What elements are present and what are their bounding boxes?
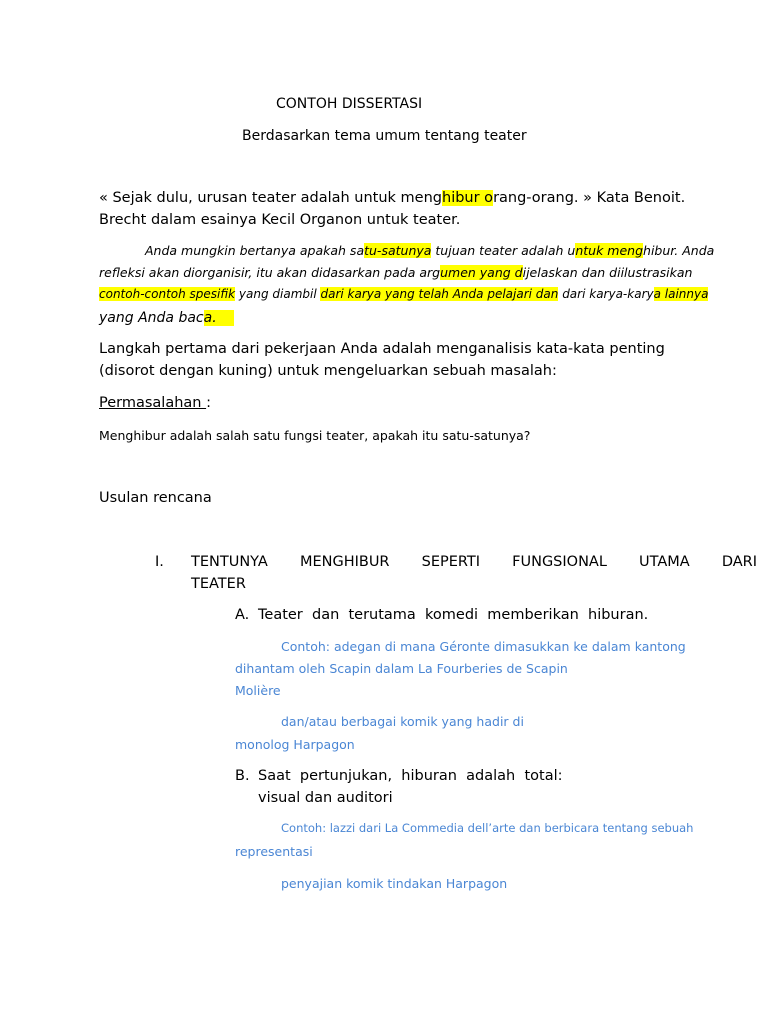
item-b-example-1-line-1: Contoh: lazzi dari La Commedia dell’arte dan berbicara tentang sebuah	[281, 821, 694, 835]
italic-text: ijelaskan dan diilustrasikan	[522, 265, 693, 280]
problem-label: Permasalahan	[99, 395, 207, 411]
italic-text: dari karya-kary	[558, 287, 654, 301]
italic-line-4	[99, 310, 234, 326]
item-b-label: B.	[235, 768, 250, 784]
quote-text: « Sejak dulu, urusan teater adalah untuk meng	[99, 190, 442, 206]
item-a-example-1-line-1: Contoh: adegan di mana Géronte dimasukkan ke dalam kantong	[281, 639, 686, 654]
highlight: a.	[203, 310, 235, 326]
quote-line-2: Brecht dalam esainya Kecil Organon untuk teater.	[99, 212, 461, 228]
italic-text: refleksi akan diorganisir, itu akan didasarkan pada arg	[99, 265, 441, 280]
item-b-example-2: penyajian komik tindakan Harpagon	[281, 876, 508, 891]
heading-word: SEPERTI	[421, 554, 481, 570]
problem-heading	[99, 395, 211, 411]
step-line-2: (disorot dengan kuning) untuk mengeluarkan sebuah masalah:	[99, 363, 557, 379]
highlight: tu-satunya	[364, 243, 432, 258]
item-a-label: A.	[235, 607, 250, 623]
highlight: umen yang d	[440, 265, 523, 280]
problem-text: Menghibur adalah salah satu fungsi teater, apakah itu satu-satunya?	[99, 428, 531, 443]
step-line-1: Langkah pertama dari pekerjaan Anda adalah menganalisis kata-kata penting	[99, 341, 665, 357]
item-b-example-1-line-2: representasi	[235, 844, 313, 859]
italic-line-1	[145, 243, 714, 258]
heading-word: DARI	[721, 554, 757, 570]
heading-word: FUNGSIONAL	[512, 554, 607, 570]
italic-text: yang Anda bac	[99, 310, 204, 326]
italic-line-3	[99, 287, 708, 301]
highlight: contoh-contoh spesifik	[99, 287, 236, 301]
item-a-text: Teater dan terutama komedi memberikan hiburan.	[258, 607, 649, 623]
quote-line-1	[99, 190, 685, 206]
italic-line-2	[99, 265, 692, 280]
item-a-example-2-line-2: monolog Harpagon	[235, 737, 355, 752]
highlight: ntuk meng	[575, 243, 644, 258]
item-a-example-1-line-3: Molière	[235, 683, 281, 698]
highlight: hibur o	[442, 190, 494, 206]
document-title: CONTOH DISSERTASI	[276, 96, 423, 112]
section-numeral: I.	[155, 554, 164, 570]
highlight: a lainnya	[653, 287, 709, 301]
heading-word: TENTUNYA	[191, 554, 268, 570]
section-heading-line-2: TEATER	[191, 576, 246, 592]
problem-colon: :	[206, 395, 211, 411]
item-b-text: Saat pertunjukan, hiburan adalah total:	[258, 768, 563, 784]
heading-word: UTAMA	[639, 554, 690, 570]
section-heading-line-1	[191, 554, 757, 570]
italic-text: hibur. Anda	[643, 243, 715, 258]
heading-word: MENGHIBUR	[299, 554, 390, 570]
item-a-example-1-line-2: dihantam oleh Scapin dalam La Fourberies de Scapin	[235, 661, 568, 676]
highlight: dari karya yang telah Anda pelajari dan	[320, 287, 559, 301]
italic-text: tujuan teater adalah u	[431, 243, 576, 258]
italic-text: Anda mungkin bertanya apakah sa	[145, 243, 365, 258]
quote-text: rang-orang. » Kata Benoit.	[493, 190, 686, 206]
item-b-text-2: visual dan auditori	[258, 790, 393, 806]
item-a-example-2-line-1: dan/atau berbagai komik yang hadir di	[281, 714, 524, 729]
italic-text: yang diambil	[235, 287, 321, 301]
document-subtitle: Berdasarkan tema umum tentang teater	[242, 128, 527, 144]
plan-label: Usulan rencana	[99, 490, 212, 506]
